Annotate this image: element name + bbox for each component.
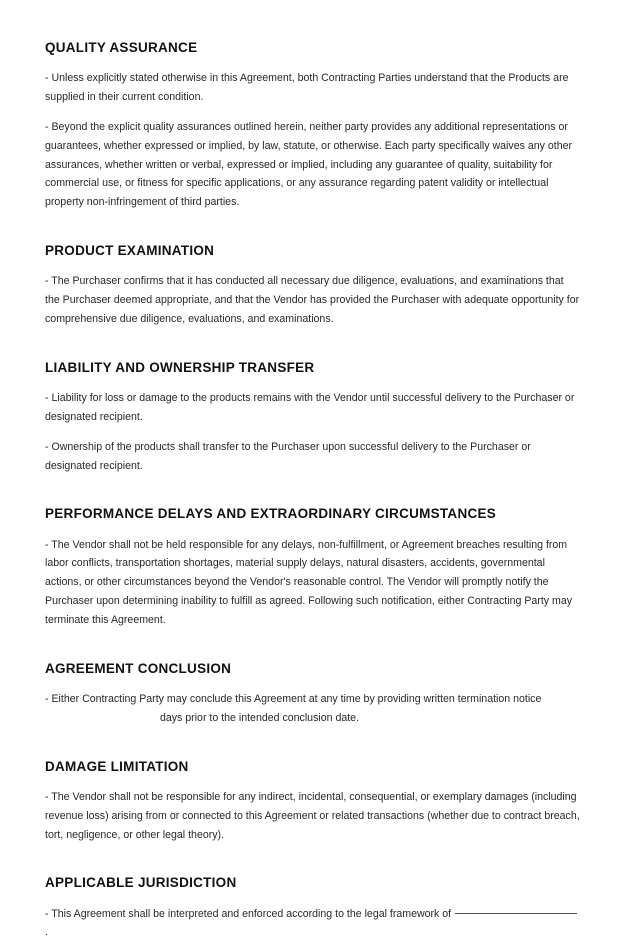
section-heading: APPLICABLE JURISDICTION — [45, 875, 237, 891]
clause-text-after-blank: days prior to the intended conclusion date. — [159, 711, 360, 724]
section-heading: PERFORMANCE DELAYS AND EXTRAORDINARY CIRCUMSTANCES — [45, 506, 497, 522]
section-damage-limitation — [45, 759, 580, 845]
clause-paragraph: - Beyond the explicit quality assurances outlined herein, neither party provides any additional representations or guarantees, whether expressed or implied, by law, statute, or otherwise. Each party specifically waives any other assurances, whether written or verbal, expressed or implied, including any guarantee of quality, suitability for commercial use, or fitness for specific applications, or any assurance regarding patent validity or intellectual property non-infringement of third parties. — [45, 120, 573, 209]
section-heading: LIABILITY AND OWNERSHIP TRANSFER — [45, 359, 315, 375]
clause-paragraph: - The Purchaser confirms that it has conducted all necessary due diligence, evaluations, and examinations that the Purchaser deemed appropriate, and that the Vendor has provided the Purchaser with adequate opportunity for comprehensive due diligence, evaluations, and examinations. — [45, 275, 580, 325]
section-agreement-conclusion — [45, 661, 580, 728]
jurisdiction-blank-field[interactable] — [455, 913, 577, 914]
clause-text-after-rule: . — [45, 926, 48, 939]
clause-paragraph: - Unless explicitly stated otherwise in this Agreement, both Contracting Parties understand that the Products are supplied in their current condition. — [45, 72, 569, 104]
section-heading: PRODUCT EXAMINATION — [45, 243, 215, 259]
clause-paragraph-with-rule — [45, 905, 580, 942]
section-quality-assurance — [45, 40, 580, 212]
section-applicable-jurisdiction — [45, 875, 580, 942]
section-heading: QUALITY ASSURANCE — [45, 40, 198, 55]
section-heading: DAMAGE LIMITATION — [45, 758, 189, 774]
section-heading: AGREEMENT CONCLUSION — [45, 660, 232, 676]
clause-paragraph: - Liability for loss or damage to the products remains with the Vendor until successful delivery to the Purchaser or designated recipient. — [45, 392, 575, 423]
section-liability-and-ownership-transfer — [45, 360, 580, 476]
clause-paragraph: - Ownership of the products shall transfer to the Purchaser upon successful delivery to the Purchaser or designated recipient. — [45, 440, 531, 472]
clause-text-before-rule: - This Agreement shall be interpreted and enforced according to the legal framework of — [45, 907, 452, 920]
clause-paragraph: - The Vendor shall not be responsible for any indirect, incidental, consequential, or exemplary damages (including revenue loss) arising from or connected to this Agreement or related transactions (whether due to contract breach, tort, negligence, or other legal theory). — [45, 790, 580, 841]
clause-text-before-blank: - Either Contracting Party may conclude this Agreement at any time by providing written termination notice — [45, 692, 542, 705]
section-performance-delays-and-extraordinary-circumstances — [45, 506, 580, 629]
clause-paragraph: - The Vendor shall not be held responsible for any delays, non-fulfillment, or Agreement breaches resulting from labor conflicts, transportation shortages, material supply delays, natural disasters, accidents, governmental actions, or other circumstances beyond the Vendor's reasonable control. The Vendor will promptly notify the Purchaser upon determining inability to fulfill as agreed. Following such notification, either Contracting Party may terminate this Agreement. — [45, 538, 573, 626]
section-product-examination — [45, 243, 580, 329]
clause-paragraph-with-blank — [45, 690, 580, 728]
